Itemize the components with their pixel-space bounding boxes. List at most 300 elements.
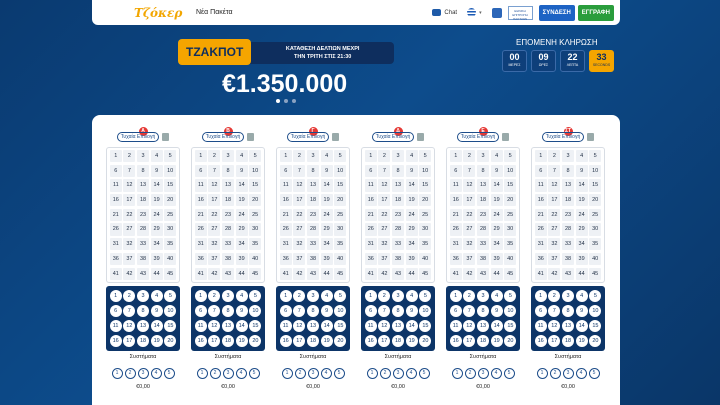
joker-number-cell[interactable]: 19 bbox=[321, 335, 333, 347]
number-cell[interactable]: 35 bbox=[334, 238, 346, 250]
number-cell[interactable]: 27 bbox=[123, 223, 135, 235]
joker-number-cell[interactable]: 16 bbox=[110, 335, 122, 347]
number-cell[interactable]: 37 bbox=[293, 253, 305, 265]
joker-number-cell[interactable]: 10 bbox=[504, 305, 516, 317]
number-cell[interactable]: 17 bbox=[123, 194, 135, 206]
number-cell[interactable]: 24 bbox=[576, 209, 588, 221]
number-cell[interactable]: 3 bbox=[392, 150, 404, 162]
number-cell[interactable]: 1 bbox=[110, 150, 122, 162]
number-cell[interactable]: 45 bbox=[504, 268, 516, 280]
number-cell[interactable]: 35 bbox=[164, 238, 176, 250]
number-cell[interactable]: 38 bbox=[392, 253, 404, 265]
joker-number-cell[interactable]: 3 bbox=[307, 290, 319, 302]
number-cell[interactable]: 6 bbox=[450, 165, 462, 177]
number-cell[interactable]: 23 bbox=[307, 209, 319, 221]
quick-pick-button[interactable]: Τυχαία Επιλογή bbox=[287, 132, 330, 142]
joker-number-cell[interactable]: 18 bbox=[562, 335, 574, 347]
system-option[interactable]: 3 bbox=[138, 368, 149, 379]
number-cell[interactable]: 44 bbox=[321, 268, 333, 280]
joker-number-cell[interactable]: 20 bbox=[504, 335, 516, 347]
number-cell[interactable]: 6 bbox=[365, 165, 377, 177]
nav-new-packages[interactable]: Νέα Πακέτα bbox=[196, 9, 233, 16]
number-cell[interactable]: 45 bbox=[249, 268, 261, 280]
joker-number-cell[interactable]: 6 bbox=[365, 305, 377, 317]
joker-number-cell[interactable]: 16 bbox=[195, 335, 207, 347]
joker-number-cell[interactable]: 17 bbox=[123, 335, 135, 347]
number-cell[interactable]: 16 bbox=[365, 194, 377, 206]
trash-icon[interactable] bbox=[332, 133, 339, 141]
system-option[interactable]: 1 bbox=[282, 368, 293, 379]
number-cell[interactable]: 5 bbox=[334, 150, 346, 162]
number-cell[interactable]: 23 bbox=[137, 209, 149, 221]
number-cell[interactable]: 38 bbox=[477, 253, 489, 265]
number-cell[interactable]: 22 bbox=[123, 209, 135, 221]
number-cell[interactable]: 1 bbox=[280, 150, 292, 162]
number-cell[interactable]: 43 bbox=[222, 268, 234, 280]
number-cell[interactable]: 43 bbox=[392, 268, 404, 280]
number-cell[interactable]: 32 bbox=[548, 238, 560, 250]
joker-number-cell[interactable]: 9 bbox=[406, 305, 418, 317]
number-cell[interactable]: 5 bbox=[419, 150, 431, 162]
number-cell[interactable]: 39 bbox=[576, 253, 588, 265]
number-cell[interactable]: 15 bbox=[419, 179, 431, 191]
number-cell[interactable]: 42 bbox=[293, 268, 305, 280]
joker-number-cell[interactable]: 19 bbox=[236, 335, 248, 347]
number-cell[interactable]: 6 bbox=[535, 165, 547, 177]
number-cell[interactable]: 29 bbox=[236, 223, 248, 235]
number-cell[interactable]: 26 bbox=[535, 223, 547, 235]
number-cell[interactable]: 35 bbox=[589, 238, 601, 250]
number-cell[interactable]: 8 bbox=[222, 165, 234, 177]
number-cell[interactable]: 13 bbox=[562, 179, 574, 191]
system-option[interactable]: 5 bbox=[164, 368, 175, 379]
thumbs-up-icon[interactable] bbox=[492, 8, 502, 18]
number-cell[interactable]: 31 bbox=[110, 238, 122, 250]
trash-icon[interactable] bbox=[587, 133, 594, 141]
joker-number-cell[interactable]: 5 bbox=[249, 290, 261, 302]
system-option[interactable]: 4 bbox=[576, 368, 587, 379]
quick-pick-button[interactable]: Τυχαία Επιλογή bbox=[542, 132, 585, 142]
number-cell[interactable]: 11 bbox=[450, 179, 462, 191]
number-cell[interactable]: 30 bbox=[334, 223, 346, 235]
number-cell[interactable]: 38 bbox=[562, 253, 574, 265]
number-cell[interactable]: 34 bbox=[151, 238, 163, 250]
number-cell[interactable]: 44 bbox=[236, 268, 248, 280]
number-cell[interactable]: 24 bbox=[491, 209, 503, 221]
joker-number-cell[interactable]: 4 bbox=[321, 290, 333, 302]
number-cell[interactable]: 6 bbox=[280, 165, 292, 177]
joker-number-cell[interactable]: 15 bbox=[164, 320, 176, 332]
number-cell[interactable]: 35 bbox=[504, 238, 516, 250]
number-cell[interactable]: 38 bbox=[307, 253, 319, 265]
number-cell[interactable]: 1 bbox=[365, 150, 377, 162]
number-cell[interactable]: 45 bbox=[589, 268, 601, 280]
system-option[interactable]: 5 bbox=[589, 368, 600, 379]
joker-number-cell[interactable]: 20 bbox=[249, 335, 261, 347]
joker-number-cell[interactable]: 4 bbox=[236, 290, 248, 302]
number-cell[interactable]: 26 bbox=[365, 223, 377, 235]
joker-number-cell[interactable]: 3 bbox=[137, 290, 149, 302]
joker-number-cell[interactable]: 6 bbox=[110, 305, 122, 317]
number-cell[interactable]: 10 bbox=[334, 165, 346, 177]
number-cell[interactable]: 40 bbox=[164, 253, 176, 265]
joker-number-cell[interactable]: 3 bbox=[477, 290, 489, 302]
number-cell[interactable]: 36 bbox=[535, 253, 547, 265]
system-option[interactable]: 1 bbox=[537, 368, 548, 379]
number-cell[interactable]: 44 bbox=[491, 268, 503, 280]
number-cell[interactable]: 39 bbox=[321, 253, 333, 265]
carousel-dot[interactable] bbox=[292, 99, 296, 103]
number-cell[interactable]: 36 bbox=[280, 253, 292, 265]
number-cell[interactable]: 29 bbox=[321, 223, 333, 235]
joker-number-cell[interactable]: 4 bbox=[406, 290, 418, 302]
number-cell[interactable]: 42 bbox=[548, 268, 560, 280]
number-cell[interactable]: 35 bbox=[249, 238, 261, 250]
joker-number-cell[interactable]: 2 bbox=[208, 290, 220, 302]
joker-number-cell[interactable]: 10 bbox=[249, 305, 261, 317]
joker-number-cell[interactable]: 10 bbox=[589, 305, 601, 317]
number-cell[interactable]: 21 bbox=[280, 209, 292, 221]
number-cell[interactable]: 9 bbox=[321, 165, 333, 177]
joker-number-cell[interactable]: 15 bbox=[589, 320, 601, 332]
joker-number-cell[interactable]: 2 bbox=[463, 290, 475, 302]
system-option[interactable]: 4 bbox=[151, 368, 162, 379]
joker-number-cell[interactable]: 14 bbox=[491, 320, 503, 332]
joker-number-cell[interactable]: 18 bbox=[137, 335, 149, 347]
number-cell[interactable]: 28 bbox=[477, 223, 489, 235]
number-cell[interactable]: 34 bbox=[491, 238, 503, 250]
quick-pick-button[interactable]: Τυχαία Επιλογή bbox=[117, 132, 160, 142]
number-cell[interactable]: 44 bbox=[576, 268, 588, 280]
number-cell[interactable]: 15 bbox=[589, 179, 601, 191]
number-cell[interactable]: 38 bbox=[222, 253, 234, 265]
joker-number-cell[interactable]: 12 bbox=[463, 320, 475, 332]
number-cell[interactable]: 2 bbox=[208, 150, 220, 162]
joker-number-cell[interactable]: 14 bbox=[151, 320, 163, 332]
number-cell[interactable]: 13 bbox=[477, 179, 489, 191]
number-cell[interactable]: 14 bbox=[151, 179, 163, 191]
joker-number-cell[interactable]: 6 bbox=[450, 305, 462, 317]
number-cell[interactable]: 5 bbox=[249, 150, 261, 162]
joker-number-cell[interactable]: 8 bbox=[137, 305, 149, 317]
system-option[interactable]: 5 bbox=[504, 368, 515, 379]
system-option[interactable]: 5 bbox=[334, 368, 345, 379]
number-cell[interactable]: 16 bbox=[280, 194, 292, 206]
number-cell[interactable]: 6 bbox=[195, 165, 207, 177]
number-cell[interactable]: 33 bbox=[392, 238, 404, 250]
number-cell[interactable]: 39 bbox=[236, 253, 248, 265]
number-cell[interactable]: 15 bbox=[334, 179, 346, 191]
number-cell[interactable]: 20 bbox=[334, 194, 346, 206]
joker-number-cell[interactable]: 15 bbox=[419, 320, 431, 332]
number-cell[interactable]: 30 bbox=[589, 223, 601, 235]
number-cell[interactable]: 12 bbox=[463, 179, 475, 191]
number-cell[interactable]: 19 bbox=[236, 194, 248, 206]
number-cell[interactable]: 4 bbox=[576, 150, 588, 162]
joker-number-cell[interactable]: 2 bbox=[293, 290, 305, 302]
joker-number-cell[interactable]: 14 bbox=[321, 320, 333, 332]
joker-number-cell[interactable]: 5 bbox=[334, 290, 346, 302]
joker-number-cell[interactable]: 6 bbox=[535, 305, 547, 317]
number-cell[interactable]: 25 bbox=[504, 209, 516, 221]
joker-number-cell[interactable]: 16 bbox=[450, 335, 462, 347]
joker-number-cell[interactable]: 8 bbox=[562, 305, 574, 317]
number-cell[interactable]: 12 bbox=[548, 179, 560, 191]
carousel-dot[interactable] bbox=[284, 99, 288, 103]
number-cell[interactable]: 16 bbox=[110, 194, 122, 206]
number-cell[interactable]: 30 bbox=[504, 223, 516, 235]
number-cell[interactable]: 28 bbox=[222, 223, 234, 235]
joker-number-cell[interactable]: 2 bbox=[548, 290, 560, 302]
number-cell[interactable]: 41 bbox=[195, 268, 207, 280]
number-cell[interactable]: 7 bbox=[463, 165, 475, 177]
number-cell[interactable]: 27 bbox=[208, 223, 220, 235]
joker-number-cell[interactable]: 3 bbox=[562, 290, 574, 302]
number-cell[interactable]: 11 bbox=[365, 179, 377, 191]
joker-number-cell[interactable]: 7 bbox=[548, 305, 560, 317]
number-cell[interactable]: 2 bbox=[293, 150, 305, 162]
language-flag-icon[interactable] bbox=[467, 8, 476, 17]
number-cell[interactable]: 17 bbox=[378, 194, 390, 206]
number-cell[interactable]: 44 bbox=[406, 268, 418, 280]
number-cell[interactable]: 21 bbox=[535, 209, 547, 221]
joker-number-cell[interactable]: 5 bbox=[164, 290, 176, 302]
number-cell[interactable]: 12 bbox=[293, 179, 305, 191]
joker-number-cell[interactable]: 6 bbox=[280, 305, 292, 317]
number-cell[interactable]: 7 bbox=[293, 165, 305, 177]
number-cell[interactable]: 8 bbox=[477, 165, 489, 177]
joker-number-cell[interactable]: 1 bbox=[535, 290, 547, 302]
number-cell[interactable]: 28 bbox=[562, 223, 574, 235]
number-cell[interactable]: 17 bbox=[293, 194, 305, 206]
number-cell[interactable]: 20 bbox=[164, 194, 176, 206]
number-cell[interactable]: 19 bbox=[576, 194, 588, 206]
number-cell[interactable]: 18 bbox=[137, 194, 149, 206]
number-cell[interactable]: 32 bbox=[293, 238, 305, 250]
joker-number-cell[interactable]: 13 bbox=[307, 320, 319, 332]
number-cell[interactable]: 10 bbox=[164, 165, 176, 177]
joker-number-cell[interactable]: 15 bbox=[504, 320, 516, 332]
system-option[interactable]: 5 bbox=[419, 368, 430, 379]
number-cell[interactable]: 11 bbox=[535, 179, 547, 191]
joker-number-cell[interactable]: 6 bbox=[195, 305, 207, 317]
number-cell[interactable]: 34 bbox=[321, 238, 333, 250]
joker-number-cell[interactable]: 17 bbox=[378, 335, 390, 347]
number-cell[interactable]: 27 bbox=[293, 223, 305, 235]
joker-number-cell[interactable]: 5 bbox=[504, 290, 516, 302]
number-cell[interactable]: 1 bbox=[535, 150, 547, 162]
number-cell[interactable]: 4 bbox=[236, 150, 248, 162]
number-cell[interactable]: 33 bbox=[137, 238, 149, 250]
number-cell[interactable]: 11 bbox=[280, 179, 292, 191]
number-cell[interactable]: 7 bbox=[123, 165, 135, 177]
joker-number-cell[interactable]: 1 bbox=[195, 290, 207, 302]
joker-number-cell[interactable]: 17 bbox=[463, 335, 475, 347]
number-cell[interactable]: 14 bbox=[236, 179, 248, 191]
joker-number-cell[interactable]: 11 bbox=[365, 320, 377, 332]
joker-number-cell[interactable]: 20 bbox=[589, 335, 601, 347]
number-cell[interactable]: 3 bbox=[477, 150, 489, 162]
joker-number-cell[interactable]: 7 bbox=[463, 305, 475, 317]
number-cell[interactable]: 40 bbox=[589, 253, 601, 265]
number-cell[interactable]: 13 bbox=[222, 179, 234, 191]
number-cell[interactable]: 30 bbox=[164, 223, 176, 235]
quick-pick-button[interactable]: Τυχαία Επιλογή bbox=[202, 132, 245, 142]
number-cell[interactable]: 26 bbox=[280, 223, 292, 235]
joker-number-cell[interactable]: 12 bbox=[293, 320, 305, 332]
number-cell[interactable]: 31 bbox=[195, 238, 207, 250]
number-cell[interactable]: 37 bbox=[123, 253, 135, 265]
joker-number-cell[interactable]: 20 bbox=[164, 335, 176, 347]
joker-number-cell[interactable]: 9 bbox=[236, 305, 248, 317]
number-cell[interactable]: 41 bbox=[110, 268, 122, 280]
number-cell[interactable]: 28 bbox=[392, 223, 404, 235]
joker-number-cell[interactable]: 1 bbox=[110, 290, 122, 302]
number-cell[interactable]: 3 bbox=[222, 150, 234, 162]
joker-number-cell[interactable]: 11 bbox=[195, 320, 207, 332]
number-cell[interactable]: 9 bbox=[491, 165, 503, 177]
number-cell[interactable]: 20 bbox=[249, 194, 261, 206]
number-cell[interactable]: 42 bbox=[208, 268, 220, 280]
number-cell[interactable]: 45 bbox=[419, 268, 431, 280]
number-cell[interactable]: 33 bbox=[477, 238, 489, 250]
joker-number-cell[interactable]: 2 bbox=[378, 290, 390, 302]
joker-number-cell[interactable]: 8 bbox=[307, 305, 319, 317]
joker-number-cell[interactable]: 18 bbox=[222, 335, 234, 347]
system-option[interactable]: 4 bbox=[321, 368, 332, 379]
number-cell[interactable]: 25 bbox=[164, 209, 176, 221]
joker-number-cell[interactable]: 18 bbox=[392, 335, 404, 347]
number-cell[interactable]: 17 bbox=[548, 194, 560, 206]
number-cell[interactable]: 5 bbox=[504, 150, 516, 162]
joker-number-cell[interactable]: 13 bbox=[222, 320, 234, 332]
joker-number-cell[interactable]: 4 bbox=[576, 290, 588, 302]
number-cell[interactable]: 26 bbox=[450, 223, 462, 235]
number-cell[interactable]: 8 bbox=[137, 165, 149, 177]
number-cell[interactable]: 34 bbox=[576, 238, 588, 250]
number-cell[interactable]: 22 bbox=[463, 209, 475, 221]
number-cell[interactable]: 18 bbox=[562, 194, 574, 206]
number-cell[interactable]: 37 bbox=[208, 253, 220, 265]
number-cell[interactable]: 40 bbox=[419, 253, 431, 265]
joker-number-cell[interactable]: 17 bbox=[548, 335, 560, 347]
number-cell[interactable]: 21 bbox=[450, 209, 462, 221]
system-option[interactable]: 2 bbox=[380, 368, 391, 379]
number-cell[interactable]: 20 bbox=[504, 194, 516, 206]
joker-number-cell[interactable]: 4 bbox=[491, 290, 503, 302]
joker-logo[interactable]: Τζόκερ bbox=[134, 5, 183, 20]
number-cell[interactable]: 29 bbox=[491, 223, 503, 235]
joker-number-cell[interactable]: 9 bbox=[321, 305, 333, 317]
joker-number-cell[interactable]: 17 bbox=[293, 335, 305, 347]
number-cell[interactable]: 27 bbox=[463, 223, 475, 235]
number-cell[interactable]: 24 bbox=[236, 209, 248, 221]
number-cell[interactable]: 36 bbox=[450, 253, 462, 265]
number-cell[interactable]: 13 bbox=[137, 179, 149, 191]
trash-icon[interactable] bbox=[247, 133, 254, 141]
number-cell[interactable]: 7 bbox=[208, 165, 220, 177]
number-cell[interactable]: 30 bbox=[419, 223, 431, 235]
number-cell[interactable]: 44 bbox=[151, 268, 163, 280]
joker-number-cell[interactable]: 3 bbox=[222, 290, 234, 302]
number-cell[interactable]: 1 bbox=[195, 150, 207, 162]
joker-number-cell[interactable]: 7 bbox=[378, 305, 390, 317]
joker-number-cell[interactable]: 4 bbox=[151, 290, 163, 302]
number-cell[interactable]: 10 bbox=[249, 165, 261, 177]
joker-number-cell[interactable]: 9 bbox=[151, 305, 163, 317]
number-cell[interactable]: 42 bbox=[463, 268, 475, 280]
number-cell[interactable]: 18 bbox=[477, 194, 489, 206]
number-cell[interactable]: 16 bbox=[535, 194, 547, 206]
number-cell[interactable]: 22 bbox=[378, 209, 390, 221]
number-cell[interactable]: 32 bbox=[123, 238, 135, 250]
number-cell[interactable]: 37 bbox=[378, 253, 390, 265]
joker-number-cell[interactable]: 11 bbox=[450, 320, 462, 332]
joker-number-cell[interactable]: 11 bbox=[110, 320, 122, 332]
number-cell[interactable]: 14 bbox=[321, 179, 333, 191]
number-cell[interactable]: 38 bbox=[137, 253, 149, 265]
number-cell[interactable]: 4 bbox=[406, 150, 418, 162]
joker-number-cell[interactable]: 12 bbox=[548, 320, 560, 332]
joker-number-cell[interactable]: 2 bbox=[123, 290, 135, 302]
system-option[interactable]: 2 bbox=[210, 368, 221, 379]
number-cell[interactable]: 39 bbox=[151, 253, 163, 265]
number-cell[interactable]: 36 bbox=[195, 253, 207, 265]
number-cell[interactable]: 12 bbox=[378, 179, 390, 191]
number-cell[interactable]: 10 bbox=[589, 165, 601, 177]
number-cell[interactable]: 21 bbox=[110, 209, 122, 221]
joker-number-cell[interactable]: 14 bbox=[236, 320, 248, 332]
system-option[interactable]: 1 bbox=[367, 368, 378, 379]
number-cell[interactable]: 30 bbox=[249, 223, 261, 235]
number-cell[interactable]: 5 bbox=[164, 150, 176, 162]
joker-number-cell[interactable]: 19 bbox=[576, 335, 588, 347]
number-cell[interactable]: 22 bbox=[208, 209, 220, 221]
number-cell[interactable]: 45 bbox=[164, 268, 176, 280]
number-cell[interactable]: 3 bbox=[562, 150, 574, 162]
number-cell[interactable]: 28 bbox=[137, 223, 149, 235]
number-cell[interactable]: 11 bbox=[195, 179, 207, 191]
joker-number-cell[interactable]: 14 bbox=[406, 320, 418, 332]
number-cell[interactable]: 45 bbox=[334, 268, 346, 280]
number-cell[interactable]: 2 bbox=[123, 150, 135, 162]
number-cell[interactable]: 26 bbox=[195, 223, 207, 235]
number-cell[interactable]: 17 bbox=[208, 194, 220, 206]
joker-number-cell[interactable]: 9 bbox=[576, 305, 588, 317]
carousel-dot[interactable] bbox=[276, 99, 280, 103]
number-cell[interactable]: 6 bbox=[110, 165, 122, 177]
number-cell[interactable]: 29 bbox=[576, 223, 588, 235]
system-option[interactable]: 1 bbox=[197, 368, 208, 379]
number-cell[interactable]: 18 bbox=[392, 194, 404, 206]
system-option[interactable]: 1 bbox=[112, 368, 123, 379]
number-cell[interactable]: 14 bbox=[576, 179, 588, 191]
joker-number-cell[interactable]: 19 bbox=[491, 335, 503, 347]
joker-number-cell[interactable]: 19 bbox=[151, 335, 163, 347]
system-option[interactable]: 2 bbox=[465, 368, 476, 379]
joker-number-cell[interactable]: 12 bbox=[208, 320, 220, 332]
number-cell[interactable]: 18 bbox=[307, 194, 319, 206]
joker-number-cell[interactable]: 14 bbox=[576, 320, 588, 332]
system-option[interactable]: 2 bbox=[295, 368, 306, 379]
number-cell[interactable]: 9 bbox=[576, 165, 588, 177]
joker-number-cell[interactable]: 12 bbox=[123, 320, 135, 332]
joker-number-cell[interactable]: 10 bbox=[164, 305, 176, 317]
number-cell[interactable]: 24 bbox=[406, 209, 418, 221]
system-option[interactable]: 5 bbox=[249, 368, 260, 379]
system-option[interactable]: 3 bbox=[563, 368, 574, 379]
number-cell[interactable]: 26 bbox=[110, 223, 122, 235]
